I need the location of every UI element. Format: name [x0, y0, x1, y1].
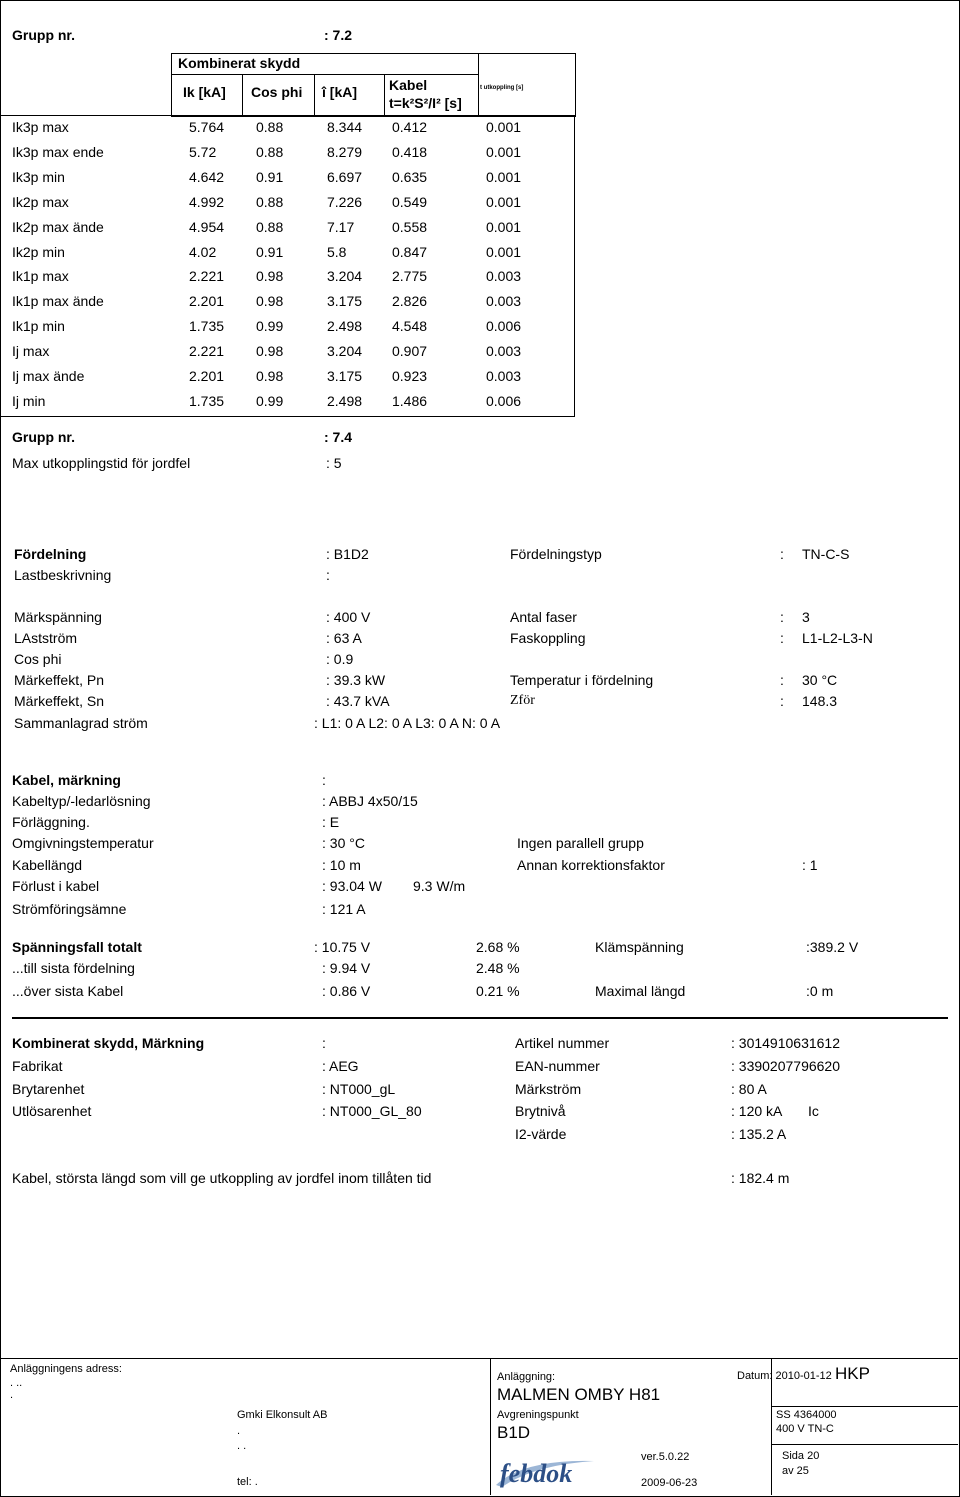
markstrom-label: Märkström	[515, 1081, 582, 1097]
cell-ik: 4.02	[189, 243, 217, 260]
footer-divider	[490, 1358, 491, 1495]
cell-kabel: 1.486	[392, 392, 428, 409]
kabeltyp-label: Kabeltyp/-ledarlösning	[12, 793, 151, 809]
skydd-marking-label: Kombinerat skydd, Märkning	[12, 1035, 205, 1051]
cell-ik: 2.221	[189, 268, 225, 285]
col-divider	[478, 53, 479, 115]
antal-faser-value: 3	[802, 609, 810, 625]
cell-i: 3.204	[327, 268, 363, 285]
cell-cos: 0.88	[256, 218, 284, 235]
faskoppling-label: Faskoppling	[510, 630, 586, 646]
cell-i: 3.175	[327, 293, 363, 310]
korrektionsfaktor-value: : 1	[802, 857, 818, 873]
zfor-colon: :	[780, 693, 784, 709]
forlust-label: Förlust i kabel	[12, 878, 100, 894]
cell-ik: 2.201	[189, 368, 225, 384]
fordelning-value: : B1D2	[326, 546, 369, 562]
row-label: Ij max	[12, 343, 50, 360]
spanningsfall-volt: : 10.75 V	[314, 939, 371, 955]
markspanning-label: Märkspänning	[14, 609, 102, 625]
col-header-kabel-formula: t=k²S²/I² [s]	[389, 95, 462, 111]
omgivningstemp-value: : 30 °C	[322, 835, 365, 851]
cosphi-value: : 0.9	[326, 651, 354, 667]
storsta-langd-value: : 182.4 m	[731, 1170, 790, 1186]
cell-ik: 4.642	[189, 168, 225, 185]
company-name: Gmki Elkonsult AB	[237, 1409, 328, 1421]
cosphi-label: Cos phi	[14, 651, 62, 667]
cell-kabel: 4.548	[392, 318, 428, 335]
utlosarenhet-value: : NT000_GL_80	[322, 1103, 422, 1119]
parallell-grupp: Ingen parallell grupp	[517, 835, 644, 851]
markeffekt-pn-value: : 39.3 kW	[326, 672, 386, 688]
febdok-logo-text: febdok	[500, 1459, 573, 1488]
col-divider	[242, 74, 243, 115]
row-label: Ik3p max	[12, 119, 69, 135]
address-line1: . ..	[10, 1377, 23, 1389]
lastbeskrivning-value: :	[326, 567, 330, 583]
footer-top-line	[0, 1358, 958, 1359]
fordelning-label: Fördelning	[14, 546, 87, 562]
fordelningstyp-value: TN-C-S	[802, 546, 850, 562]
i2-label: I2-värde	[515, 1126, 567, 1142]
cell-i: 3.204	[327, 343, 363, 360]
brytarenhet-label: Brytarenhet	[12, 1081, 85, 1097]
cell-kabel: 2.775	[392, 268, 428, 285]
cell-t: 0.001	[486, 243, 522, 260]
maxutk-value: : 5	[326, 455, 342, 471]
markstrom-value: : 80 A	[731, 1081, 767, 1097]
grupp-value: : 7.2	[324, 27, 353, 43]
avgreningspunkt-value: B1D	[497, 1423, 531, 1442]
maxutk-label: Max utkopplingstid för jordfel	[12, 455, 191, 471]
row-label: Ik1p max	[12, 268, 69, 285]
row-label: Ij max ände	[12, 368, 85, 384]
row-label: Ik2p max ände	[12, 218, 104, 235]
kabeltyp-value: : ABBJ 4x50/15	[322, 793, 418, 809]
cell-t: 0.001	[486, 218, 522, 235]
temperatur-colon: :	[780, 672, 784, 688]
cell-t: 0.003	[486, 268, 522, 285]
faskoppling-value: L1-L2-L3-N	[802, 630, 873, 646]
maximal-langd-label: Maximal längd	[595, 983, 686, 999]
page-number: Sida 20	[782, 1450, 820, 1462]
sista-fordelning-label: ...till sista fördelning	[12, 960, 135, 976]
cell-i: 5.8	[327, 243, 347, 260]
sista-kabel-percent: 0.21 %	[476, 983, 520, 999]
anlaggning-label: Anläggning:	[497, 1371, 556, 1383]
cell-i: 8.344	[327, 119, 363, 135]
row-label: Ik2p min	[12, 243, 65, 260]
cell-t: 0.003	[486, 343, 522, 360]
cell-cos: 0.88	[256, 193, 284, 210]
cell-cos: 0.88	[256, 119, 284, 135]
markeffekt-sn-label: Märkeffekt, Sn	[14, 693, 105, 709]
storsta-langd-label: Kabel, största längd som vill ge utkoppling av jordfel inom tillåten tid	[12, 1170, 432, 1186]
col-header-i: î [kA]	[322, 84, 357, 100]
grupp-label-2: Grupp nr.	[12, 429, 75, 445]
group-header: Kombinerat skydd	[178, 55, 301, 71]
col-header-t: t utkoppling [s]	[480, 85, 524, 91]
temperatur-label: Temperatur i fördelning	[510, 672, 654, 688]
kabellangd-value: : 10 m	[322, 857, 361, 873]
col-divider	[384, 74, 385, 115]
cell-cos: 0.91	[256, 168, 284, 185]
antal-faser-colon: :	[780, 609, 784, 625]
skydd-marking-value: :	[322, 1035, 326, 1051]
cell-kabel: 0.549	[392, 193, 428, 210]
antal-faser-label: Antal faser	[510, 609, 577, 625]
klamspanning-label: Klämspänning	[595, 939, 684, 955]
sista-fordelning-percent: 2.48 %	[476, 960, 520, 976]
ean-label: EAN-nummer	[515, 1058, 600, 1074]
cell-t: 0.001	[486, 193, 522, 210]
cell-kabel: 0.635	[392, 168, 428, 185]
zfor-value: 148.3	[802, 693, 838, 709]
cell-i: 7.226	[327, 193, 363, 210]
cell-ik: 5.72	[189, 143, 217, 160]
row-label: Ik3p max ende	[12, 143, 104, 160]
cell-t: 0.006	[486, 318, 522, 335]
cell-kabel: 0.412	[392, 119, 428, 135]
artikel-value: : 3014910631612	[731, 1035, 840, 1051]
cell-cos: 0.91	[256, 243, 284, 260]
utlosarenhet-label: Utlösarenhet	[12, 1103, 92, 1119]
cell-cos: 0.98	[256, 293, 284, 310]
artikel-label: Artikel nummer	[515, 1035, 610, 1051]
cell-ik: 4.992	[189, 193, 225, 210]
klamspanning-value: :389.2 V	[806, 939, 859, 955]
cell-i: 7.17	[327, 218, 355, 235]
laststrom-label-rest: Astström	[21, 630, 78, 646]
temperatur-value: 30 °C	[802, 672, 838, 688]
brytniva-ic: Ic	[808, 1103, 819, 1119]
anlaggning-value: MALMEN OMBY H81	[497, 1385, 661, 1404]
sammanlagrad-label: Sammanlagrad ström	[14, 715, 148, 731]
laststrom-label: LAstström	[14, 630, 78, 646]
col-header-ik: Ik [kA]	[183, 84, 226, 100]
brytniva-value: : 120 kA	[731, 1103, 783, 1119]
version: ver.5.0.22	[641, 1451, 690, 1463]
cell-cos: 0.88	[256, 143, 284, 160]
footer-divider-h	[771, 1444, 958, 1445]
cell-t: 0.006	[486, 392, 522, 409]
sista-kabel-volt: : 0.86 V	[322, 983, 371, 999]
forlaggning-value: : E	[322, 814, 340, 830]
hkp: HKP	[835, 1364, 870, 1383]
forlust-per-meter: 9.3 W/m	[413, 878, 466, 894]
col-header-cos: Cos phi	[251, 84, 303, 100]
zfor-label: Zför	[510, 693, 535, 708]
cell-ik: 1.735	[189, 318, 225, 335]
cell-kabel: 0.558	[392, 218, 428, 235]
cell-i: 3.175	[327, 368, 363, 384]
cell-cos: 0.99	[256, 318, 284, 335]
spanningsfall-percent: 2.68 %	[476, 939, 520, 955]
stromforing-label: Strömföringsämne	[12, 901, 127, 917]
kabel-marking-label: Kabel, märkning	[12, 772, 121, 788]
row-label: Ik1p min	[12, 318, 65, 335]
cell-cos: 0.98	[256, 268, 284, 285]
standard: SS 4364000	[776, 1409, 837, 1421]
stromforing-value: : 121 A	[322, 901, 366, 917]
sammanlagrad-value: : L1: 0 A L2: 0 A L3: 0 A N: 0 A	[314, 715, 501, 731]
cell-i: 2.498	[327, 392, 363, 409]
sista-fordelning-volt: : 9.94 V	[322, 960, 371, 976]
fordelningstyp-label: Fördelningstyp	[510, 546, 602, 562]
col-divider	[314, 74, 315, 115]
row-label: Ij min	[12, 392, 46, 409]
markeffekt-sn-value: : 43.7 kVA	[326, 693, 390, 709]
header-divider	[171, 74, 478, 75]
cell-t: 0.001	[486, 168, 522, 185]
cell-kabel: 0.907	[392, 343, 428, 360]
fabrikat-value: : AEG	[322, 1058, 359, 1074]
brytniva-label: Brytnivå	[515, 1103, 566, 1119]
cell-i: 8.279	[327, 143, 363, 160]
cell-t: 0.001	[486, 119, 522, 135]
grupp-label: Grupp nr.	[12, 27, 75, 43]
cell-cos: 0.98	[256, 368, 284, 384]
page-total: av 25	[782, 1465, 809, 1477]
cell-ik: 1.735	[189, 392, 225, 409]
company-line3: . .	[237, 1440, 247, 1452]
address-line2: .	[10, 1389, 14, 1401]
footer-divider-h	[771, 1406, 958, 1407]
cell-i: 6.697	[327, 168, 363, 185]
i2-value: : 135.2 A	[731, 1126, 787, 1142]
cell-t: 0.001	[486, 143, 522, 160]
cell-t: 0.003	[486, 293, 522, 310]
lastbeskrivning-label: Lastbeskrivning	[14, 567, 112, 583]
row-label: Ik1p max ände	[12, 293, 104, 310]
grupp-value-2: : 7.4	[324, 429, 353, 445]
laststrom-value: : 63 A	[326, 630, 362, 646]
cell-kabel: 0.847	[392, 243, 428, 260]
datum: Datum: 2010-01-12	[737, 1370, 832, 1382]
markeffekt-pn-label: Märkeffekt, Pn	[14, 672, 105, 688]
company-tel: tel: .	[237, 1476, 258, 1488]
maximal-langd-value: :0 m	[806, 983, 834, 999]
row-label: Ik2p max	[12, 193, 69, 210]
cell-i: 2.498	[327, 318, 363, 335]
cell-kabel: 0.418	[392, 143, 428, 160]
cell-kabel: 2.826	[392, 293, 428, 310]
forlaggning-label: Förläggning.	[12, 814, 90, 830]
cell-ik: 2.221	[189, 343, 225, 360]
cell-ik: 2.201	[189, 293, 225, 310]
korrektionsfaktor-label: Annan korrektionsfaktor	[517, 857, 665, 873]
col-header-kabel: Kabel	[389, 77, 428, 93]
row-label: Ik3p min	[12, 168, 65, 185]
cell-ik: 4.954	[189, 218, 225, 235]
avgreningspunkt-label: Avgreningspunkt	[497, 1409, 579, 1421]
fabrikat-label: Fabrikat	[12, 1058, 63, 1074]
fordelningstyp-colon: :	[780, 546, 784, 562]
markspanning-value: : 400 V	[326, 609, 371, 625]
sista-kabel-label: ...över sista Kabel	[12, 983, 124, 999]
forlust-value: : 93.04 W	[322, 878, 382, 894]
version-date: 2009-06-23	[641, 1477, 698, 1489]
address-label: Anläggningens adress:	[10, 1363, 122, 1375]
omgivningstemp-label: Omgivningstemperatur	[12, 835, 154, 851]
faskoppling-colon: :	[780, 630, 784, 646]
kabel-marking-value: :	[322, 772, 326, 788]
ean-value: : 3390207796620	[731, 1058, 840, 1074]
cell-ik: 5.764	[189, 119, 225, 135]
cell-cos: 0.98	[256, 343, 284, 360]
kabellangd-label: Kabellängd	[12, 857, 83, 873]
company-line2: .	[237, 1425, 241, 1437]
section-divider	[12, 1017, 948, 1019]
cell-kabel: 0.923	[392, 368, 428, 384]
febdok-logo-graphic	[494, 1455, 598, 1489]
cell-cos: 0.99	[256, 392, 284, 409]
cell-t: 0.003	[486, 368, 522, 384]
brytarenhet-value: : NT000_gL	[322, 1081, 396, 1097]
febdok-logo	[494, 1455, 598, 1492]
spanningsfall-label: Spänningsfall totalt	[12, 939, 142, 955]
system-voltage: 400 V TN-C	[776, 1423, 834, 1435]
